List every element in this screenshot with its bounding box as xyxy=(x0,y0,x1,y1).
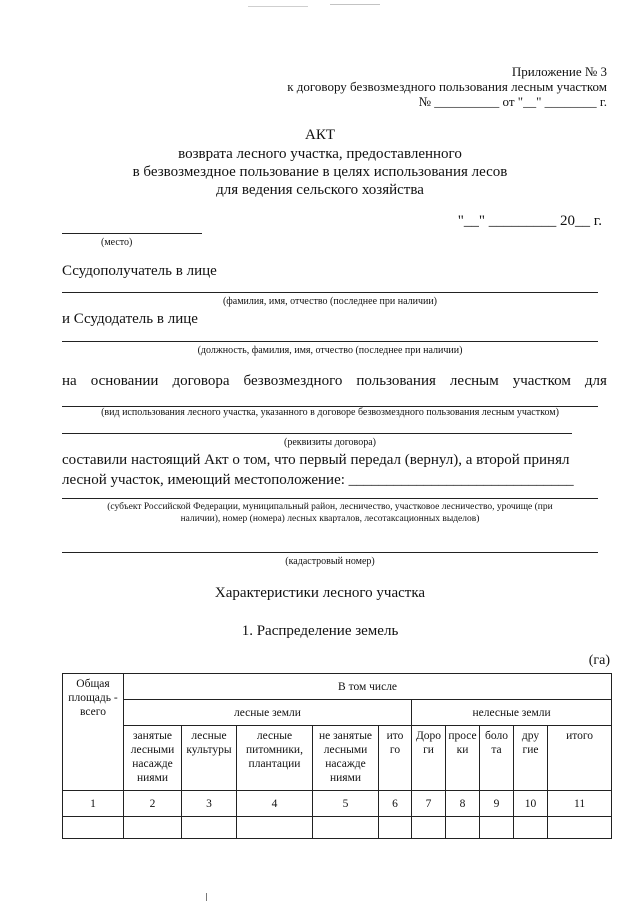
section-title: Характеристики лесного участка xyxy=(214,585,426,601)
usage-caption: (вид использования лесного участка, указанного в договоре безвозмездного пользования лесным участком) xyxy=(101,407,559,418)
empty-cell xyxy=(514,817,548,839)
location-caption-2: наличии), номер (номера) лесных кварталов, лесотаксационных выделов) xyxy=(180,514,480,524)
requisites-caption: (реквизиты договора) xyxy=(284,437,376,448)
col-number: 5 xyxy=(313,791,379,817)
col-header-swamps: боло та xyxy=(480,726,514,791)
col-number: 11 xyxy=(548,791,612,817)
borrower-line xyxy=(62,292,598,293)
location-line xyxy=(62,498,598,499)
appendix-label: Приложение № 3 xyxy=(511,64,607,79)
basis-word: безвозмездного xyxy=(243,373,343,389)
contract-number-line: № __________ от "__" ________ г. xyxy=(418,94,607,109)
act-subtitle-1: возврата лесного участка, предоставленного xyxy=(178,146,462,162)
empty-cell xyxy=(446,817,480,839)
composed-text-1: составили настоящий Акт о том, что первый передал (вернул), а второй принял xyxy=(62,452,570,468)
col-header-stocked: занятые лесными насажде ниями xyxy=(124,726,182,791)
col-number: 2 xyxy=(124,791,182,817)
basis-word: основании xyxy=(90,373,159,389)
col-number: 7 xyxy=(412,791,446,817)
col-number: 6 xyxy=(379,791,412,817)
col-number: 4 xyxy=(237,791,313,817)
col-header-unstocked: не занятые лесными насажде ниями xyxy=(313,726,379,791)
col-number: 3 xyxy=(182,791,237,817)
basis-word: на xyxy=(62,373,77,389)
basis-word: для xyxy=(584,373,607,389)
place-caption: (место) xyxy=(101,237,133,248)
empty-cell xyxy=(379,817,412,839)
scan-mark xyxy=(330,4,380,5)
lender-label: и Ссудодатель в лице xyxy=(62,311,198,327)
location-caption-1: (субъект Российской Федерации, муниципальный район, лесничество, участковое лесничество, урочище (при xyxy=(107,502,553,512)
basis-word: лесным xyxy=(449,373,499,389)
lender-caption: (должность, фамилия, имя, отчество (последнее при наличии) xyxy=(197,345,463,356)
total-area-header xyxy=(63,674,124,791)
col-header-forest-total: ито го xyxy=(379,726,412,791)
empty-cell xyxy=(480,817,514,839)
col-number: 8 xyxy=(446,791,480,817)
col-header-forest-cultures: лесные культуры xyxy=(182,726,237,791)
unit-label: (га) xyxy=(588,653,610,668)
cadastral-line xyxy=(62,552,598,553)
table-row xyxy=(63,817,612,839)
total-area-header-line: всего xyxy=(80,706,106,718)
col-number: 10 xyxy=(514,791,548,817)
empty-cell xyxy=(313,817,379,839)
empty-cell xyxy=(63,817,124,839)
empty-cell xyxy=(548,817,612,839)
empty-cell xyxy=(182,817,237,839)
col-number: 9 xyxy=(480,791,514,817)
col-header-clearings: просе ки xyxy=(446,726,480,791)
requisites-line xyxy=(62,433,572,434)
composed-text-2: лесной участок, имеющий местоположение: ______________________________ xyxy=(62,472,574,488)
place-line xyxy=(62,233,202,234)
empty-cell xyxy=(412,817,446,839)
act-title: АКТ xyxy=(305,127,335,143)
empty-cell xyxy=(124,817,182,839)
scan-mark xyxy=(248,6,308,7)
including-header: В том числе xyxy=(124,674,612,700)
basis-line xyxy=(62,373,607,390)
col-header-other: дру гие xyxy=(514,726,548,791)
empty-cell xyxy=(237,817,313,839)
contract-reference: к договору безвозмездного пользования лесным участком xyxy=(287,79,607,94)
nonforest-lands-header: нелесные земли xyxy=(412,700,612,726)
total-area-header-line: площадь - xyxy=(68,692,118,704)
basis-word: участком xyxy=(512,373,571,389)
forest-lands-header: лесные земли xyxy=(124,700,412,726)
col-number: 1 xyxy=(63,791,124,817)
act-subtitle-2: в безвозмездное пользование в целях использования лесов xyxy=(132,164,508,180)
scan-mark xyxy=(206,893,207,901)
basis-word: пользования xyxy=(356,373,436,389)
col-header-nurseries: лесные питомники, плантации xyxy=(237,726,313,791)
basis-word: договора xyxy=(172,373,230,389)
act-subtitle-3: для ведения сельского хозяйства xyxy=(216,182,424,198)
table-row xyxy=(63,791,612,817)
land-distribution-table xyxy=(62,673,612,839)
cadastral-caption: (кадастровый номер) xyxy=(285,556,375,567)
lender-line xyxy=(62,341,598,342)
borrower-caption: (фамилия, имя, отчество (последнее при наличии) xyxy=(222,296,438,307)
subsection-title: 1. Распределение земель xyxy=(241,623,399,639)
borrower-label: Ссудополучатель в лице xyxy=(62,263,217,279)
col-header-roads: Доро ги xyxy=(412,726,446,791)
col-header-nonforest-total: итого xyxy=(548,726,612,791)
total-area-header-line: Общая xyxy=(76,678,110,690)
date-line: "__" _________ 20__ г. xyxy=(457,213,602,229)
